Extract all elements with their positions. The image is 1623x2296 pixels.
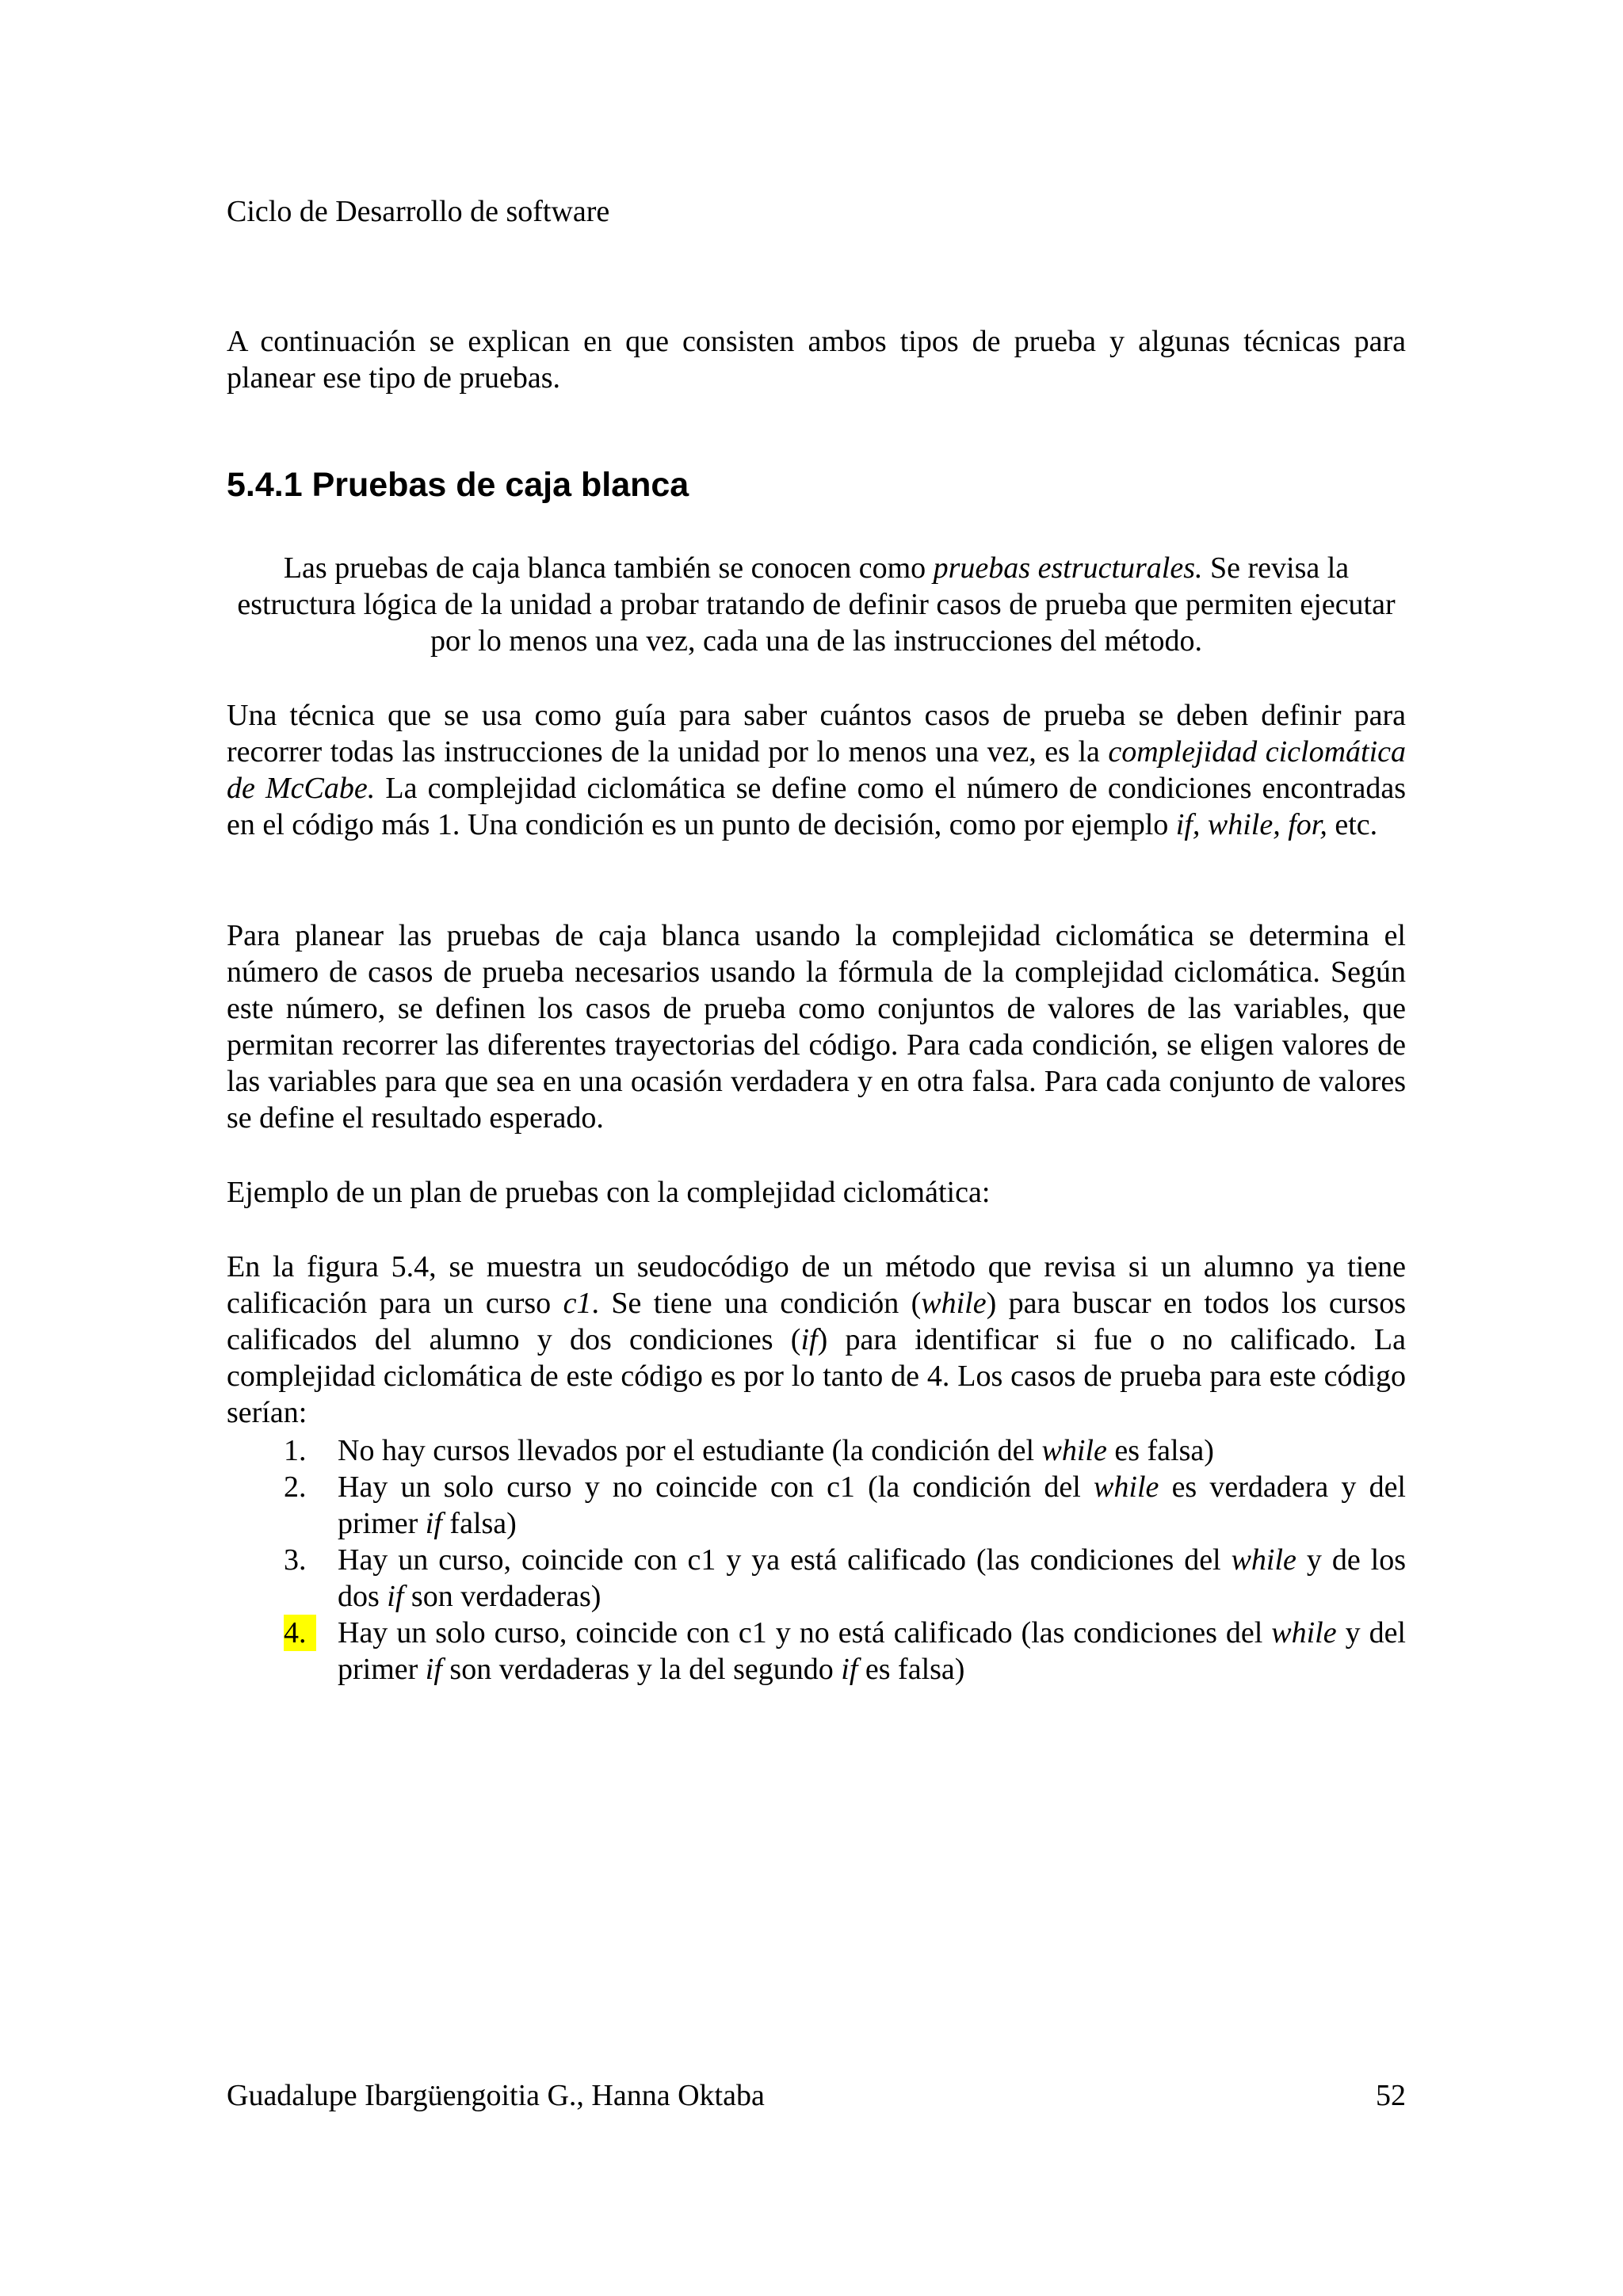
section-heading: 5.4.1 Pruebas de caja blanca bbox=[227, 466, 689, 504]
list-item-text: y de los dos bbox=[338, 1543, 1406, 1613]
figure-desc-italic-while: while bbox=[921, 1287, 987, 1320]
list-item-text: falsa) bbox=[441, 1507, 517, 1540]
mccabe-italic-keywords: if, while, for, bbox=[1175, 808, 1327, 841]
footer-authors: Guadalupe Ibargüengoitia G., Hanna Oktaba bbox=[227, 2079, 765, 2112]
list-item-italic: while bbox=[1041, 1434, 1107, 1467]
list-item-number: 3. bbox=[284, 1543, 307, 1577]
definition-text-1: Las pruebas de caja blanca también se conocen como bbox=[283, 551, 934, 585]
list-item-italic: while bbox=[1271, 1616, 1337, 1650]
list-item bbox=[284, 1469, 1406, 1542]
list-item-text: son verdaderas) bbox=[403, 1580, 601, 1613]
figure-description-paragraph bbox=[227, 1249, 1406, 1431]
list-item bbox=[284, 1542, 1406, 1615]
list-item-italic: if bbox=[425, 1653, 442, 1686]
list-item-italic: while bbox=[1094, 1470, 1159, 1504]
list-item-text: y del primer bbox=[338, 1616, 1406, 1686]
mccabe-text-1: Una técnica que se usa como guía para saber cuántos casos de prueba se deben definir para recorrer todas las instrucciones de la unidad por lo menos una vez, es la bbox=[227, 699, 1406, 769]
definition-paragraph bbox=[227, 550, 1406, 659]
list-item-text: No hay cursos llevados por el estudiante (la condición del bbox=[338, 1434, 1042, 1467]
definition-italic-term: pruebas estructurales. bbox=[933, 551, 1203, 585]
list-item-italic: if bbox=[425, 1507, 442, 1540]
mccabe-text-2: La complejidad ciclomática se define como el número de condiciones encontradas en el código más 1. Una condición es un punto de decisión, como por ejemplo bbox=[227, 772, 1406, 841]
list-item-number: 2. bbox=[284, 1470, 307, 1504]
list-item-text: Hay un solo curso y no coincide con c1 (la condición del bbox=[338, 1470, 1094, 1504]
list-item-text: es falsa) bbox=[857, 1653, 965, 1686]
list-item bbox=[284, 1432, 1406, 1469]
list-item-text: es verdadera y del primer bbox=[338, 1470, 1406, 1540]
figure-desc-italic-if: if bbox=[800, 1323, 818, 1356]
list-item-italic: while bbox=[1231, 1543, 1296, 1577]
figure-desc-text-3: ) para buscar en todos los cursos calificados del alumno y dos condiciones ( bbox=[227, 1287, 1406, 1356]
example-intro-paragraph: Ejemplo de un plan de pruebas con la complejidad ciclomática: bbox=[227, 1176, 991, 1209]
figure-desc-text-2: . Se tiene una condición ( bbox=[591, 1287, 922, 1320]
figure-desc-text-4: ) para identificar si fue o no calificado. La complejidad ciclomática de este código es por lo tanto de 4. Los casos de prueba para este código serían: bbox=[227, 1323, 1406, 1429]
list-item-italic: if bbox=[841, 1653, 858, 1686]
list-item-italic: if bbox=[387, 1580, 404, 1613]
list-item-number: 1. bbox=[284, 1434, 307, 1467]
mccabe-italic-term: complejidad ciclomática de McCabe. bbox=[227, 735, 1406, 805]
planning-paragraph: Para planear las pruebas de caja blanca usando la complejidad ciclomática se determina el número de casos de prueba necesarios usando la fórmula de la complejidad ciclomática. Según este número, se definen los casos de prueba como conjuntos de valores de las variables, que permitan recorrer las diferentes trayectorias del código. Para cada condición, se eligen valores de las variables para que sea en una ocasión verdadera y en otra falsa. Para cada conjunto de valores se define el resultado esperado. bbox=[227, 919, 1406, 1135]
list-item-text: son verdaderas y la del segundo bbox=[441, 1653, 842, 1686]
list-item-text: es falsa) bbox=[1106, 1434, 1214, 1467]
list-item bbox=[284, 1615, 1406, 1688]
mccabe-paragraph bbox=[227, 697, 1406, 843]
test-case-list bbox=[284, 1432, 1406, 1688]
list-item-number-highlighted: 4. bbox=[284, 1615, 316, 1651]
list-item-text: Hay un solo curso, coincide con c1 y no está calificado (las condiciones del bbox=[338, 1616, 1272, 1650]
running-footer bbox=[227, 2077, 1406, 2114]
intro-paragraph: A continuación se explican en que consisten ambos tipos de prueba y algunas técnicas para planear ese tipo de pruebas. bbox=[227, 325, 1406, 395]
list-item-text: Hay un curso, coincide con c1 y ya está calificado (las condiciones del bbox=[338, 1543, 1232, 1577]
figure-desc-text-1: En la figura 5.4, se muestra un seudocódigo de un método que revisa si un alumno ya tiene calificación para un curso bbox=[227, 1250, 1406, 1320]
figure-desc-italic-c1: c1 bbox=[563, 1287, 592, 1320]
mccabe-text-3: etc. bbox=[1327, 808, 1378, 841]
definition-text-2: Se revisa la estructura lógica de la unidad a probar tratando de definir casos de prueba que permiten ejecutar por lo menos una vez, cada una de las instrucciones del método. bbox=[237, 551, 1396, 658]
page-number: 52 bbox=[1376, 2079, 1406, 2112]
running-header: Ciclo de Desarrollo de software bbox=[227, 195, 610, 228]
